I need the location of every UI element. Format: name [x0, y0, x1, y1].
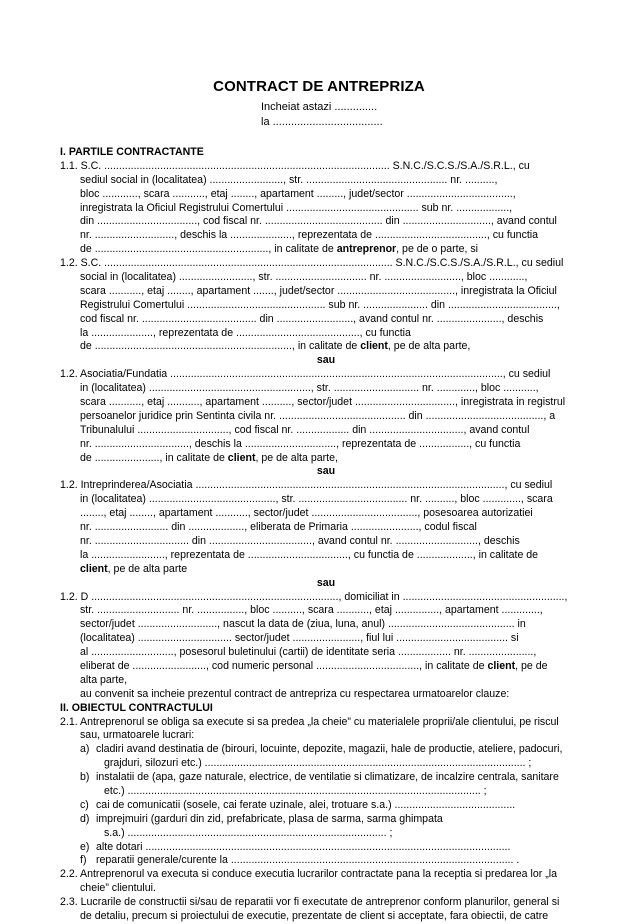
text-line: 2.3. Lucrarile de constructii si/sau de reparatii vor fi executate de antreprenor conform planurilor, general si: [60, 896, 560, 909]
list-item-continuation: etc.) ........................................................................................................................ ;: [104, 784, 487, 797]
text-line: [60, 660, 592, 674]
section-heading-parties: I. PARTILE CONTRACTANTE: [60, 146, 204, 158]
text-line: cod fiscal nr. ....................................... din .........................., avand contul nr. ......................, deschis: [80, 312, 544, 325]
text-line: [60, 243, 592, 257]
role-client: client: [80, 562, 108, 575]
list-item-text: cai de comunicatii (sosele, cai ferate uzinale, alei, trotuare s.a.) .........................................: [96, 798, 516, 811]
party-1-2-persoana-fizica: [60, 591, 592, 702]
text-line: al ............................, posesorul buletinului (cartii) de identitate seria .................. nr. ......................,: [80, 646, 537, 659]
text-line: 2.1. Antreprenorul se obliga sa execute si sa predea „la cheie” cu materialele proprii/ale clientului, pe riscul: [60, 715, 559, 728]
separator-sau: sau: [316, 465, 336, 478]
text-line: [60, 340, 592, 354]
list-item-continuation: grajduri, silozuri etc.) ............................................................................................................. ;: [104, 757, 532, 770]
text-run: , pe de alta parte,: [255, 451, 338, 464]
text-line: nr. ......................... din ..................., eliberata de Primaria ......................., codul fiscal: [80, 521, 477, 534]
list-item-label: a): [80, 743, 90, 756]
text-run: de ......................, in calitate de: [80, 451, 228, 464]
list-item: [60, 841, 592, 855]
text-line: in (localitatea) ..........................................., str. ..................................... nr. .........., bloc ............., scara: [80, 493, 553, 506]
separator-sau: sau: [316, 576, 336, 589]
text-line: social in (localitatea) ........................., str. ............................... nr. .........................., bloc ............,: [80, 271, 528, 284]
text-line: nr. ..........................., deschis la ....................., reprezentata de ......................................, cu functia: [80, 229, 539, 242]
party-1-2-sc: [60, 257, 592, 368]
text-line: la ........................., reprezentata de .................................., cu functia de ..................., in calitate de: [80, 548, 539, 561]
list-item-label: e): [80, 840, 90, 853]
text-line: [60, 452, 592, 466]
contract-body: [60, 146, 592, 924]
separator-sau: sau: [316, 354, 336, 367]
text-line: sector/judet ..........................., nascut la data de (ziua, luna, anul) ........................................... in: [80, 618, 526, 631]
text-line: scara ..........., etaj ..........., apartament .........., sector/judet .................................., inregistrata in registrul: [80, 396, 566, 409]
text-run: , pe de o parte, si: [396, 243, 479, 256]
list-item-label: f): [80, 854, 87, 867]
text-line: din .................................., cod fiscal nr. ........................................ din .............................., avand contul: [80, 215, 557, 228]
text-line: scara ..........., etaj ........, apartament ......., judet/sector ........................................, inregistrata la Oficiul: [80, 284, 557, 297]
text-line: 1.2. Intreprinderea/Asociatia ........................................................................................................., cu sediul: [60, 479, 553, 492]
text-line: nr. ................................ din ..................................., avand contul nr. ............................, deschis: [80, 534, 520, 547]
text-run: de ..................................................................., in calitate de: [80, 340, 361, 353]
list-item-text: instalatii de (apa, gaze naturale, electrice, de ventilatie si climatizare, de incalzire centrala, sanitare: [96, 771, 559, 784]
text-line: de detaliu, precum si proiectului de executie, prezentate de client si acceptate, fara obiectii, de catre: [80, 909, 549, 922]
list-item: [60, 799, 592, 813]
text-line: au convenit sa incheie prezentul contract de antrepriza cu respectarea urmatoarelor clauze:: [80, 687, 510, 700]
text-line: bloc ............, scara ..........., etaj ........, apartament ........., judet/sector ....................................,: [80, 187, 516, 200]
text-run: de ..........................................................., in calitate de: [80, 243, 337, 256]
party-1-1: [60, 160, 592, 257]
list-item-text: imprejmuiri (garduri din zid, prefabricate, plasa de sarma, sarma ghimpata: [96, 812, 443, 825]
text-line: 1.2. Asociatia/Fundatia ................................................................................................................., cu sediul: [60, 368, 551, 381]
role-client: client: [360, 340, 388, 353]
text-line: 1.2. D ...................................................................................., domiciliat in .......................................................,: [60, 590, 568, 603]
text-line: sediul social in (localitatea) ........................., str. ................................................ nr. ..........,: [80, 173, 498, 186]
meta-date-line: Incheiat astazi ..............: [261, 101, 378, 113]
list-item-label: c): [80, 798, 89, 811]
works-list: [60, 743, 592, 868]
text-run: , pe de: [515, 659, 548, 672]
list-item-continuation: s.a.) ........................................................................................ ;: [104, 826, 393, 839]
text-line: 1.1. S.C. ................................................................................................. S.N.C./S.C.S./S.A./S.R.L., cu: [60, 159, 530, 172]
text-line: Registrului Comertului ............................................... sub nr. ...................... din .....................................,: [80, 298, 560, 311]
list-item-label: d): [80, 812, 90, 825]
text-run: , pe de alta parte: [107, 562, 188, 575]
list-item-label: b): [80, 771, 90, 784]
list-item: [60, 813, 592, 827]
text-line: (localitatea) ................................ sector/judet ......................., fiul lui ...................................... si: [80, 632, 519, 645]
list-item: [60, 854, 592, 868]
text-line: 2.2. Antreprenorul va executa si conduce executia lucrarilor contractate pana la receptia si predarea lor „la: [60, 868, 558, 881]
text-line: la ....................., reprezentata de .........................................., cu functia: [80, 326, 411, 339]
text-line: persoanelor juridice prin Sentinta civila nr. ........................................... din ........................................, a: [80, 409, 556, 422]
text-line: in (localitatea) ......................................................., str. ............................. nr. ............., bloc ...........,: [80, 382, 539, 395]
role-client: client: [487, 659, 516, 672]
party-1-2-asociatia: [60, 368, 592, 479]
meta-place-line: la ....................................: [261, 116, 383, 128]
section-heading-object: II. OBIECTUL CONTRACTULUI: [60, 701, 213, 714]
list-item: [60, 771, 592, 785]
text-run: eliberat de ........................., cod numeric personal ..................................., in calitate de: [80, 659, 488, 672]
role-antreprenor: antreprenor: [336, 243, 397, 256]
role-client: client: [227, 451, 256, 464]
list-item-text: reparatii generale/curente la ................................................................................................ .: [96, 854, 520, 867]
text-line: str. ............................ nr. ................, bloc .........., scara ..........., etaj ..............., apartament .............,: [80, 604, 543, 617]
contract-title: CONTRACT DE ANTREPRIZA: [213, 78, 425, 95]
text-line: [60, 563, 592, 577]
text-line: nr. ................................, deschis la ..............................., reprezentata de ................., cu functia: [80, 437, 521, 450]
text-line: Tribunalului ..............................., cod fiscal nr. .................. din ................................, avand contul: [80, 423, 530, 436]
text-line: sau, urmatoarele lucrari:: [80, 729, 195, 742]
list-item-text: alte dotari ............................................................................................................................: [96, 840, 511, 853]
text-line: ........, etaj ........, apartament ..........., sector/judet ...................................., posesoarea autorizatiei: [80, 507, 533, 520]
list-item: [60, 743, 592, 757]
party-1-2-intreprinderea: [60, 479, 592, 590]
text-run: , pe de alta parte,: [387, 340, 471, 353]
text-line: 1.2. S.C. .................................................................................................. S.N.C./S.C.S./S.A./S.R.L., cu sediul: [60, 257, 564, 270]
text-line: cheie” clientului.: [80, 882, 156, 895]
list-item-text: cladiri avand destinatia de (birouri, locuinte, depozite, magazii, hale de productie, ateliere, padocuri,: [96, 743, 563, 756]
text-line: inregistrata la Oficiul Registrului Comertului ............................................. sub nr. ..................,: [80, 201, 513, 214]
text-line: alta parte,: [80, 673, 128, 686]
